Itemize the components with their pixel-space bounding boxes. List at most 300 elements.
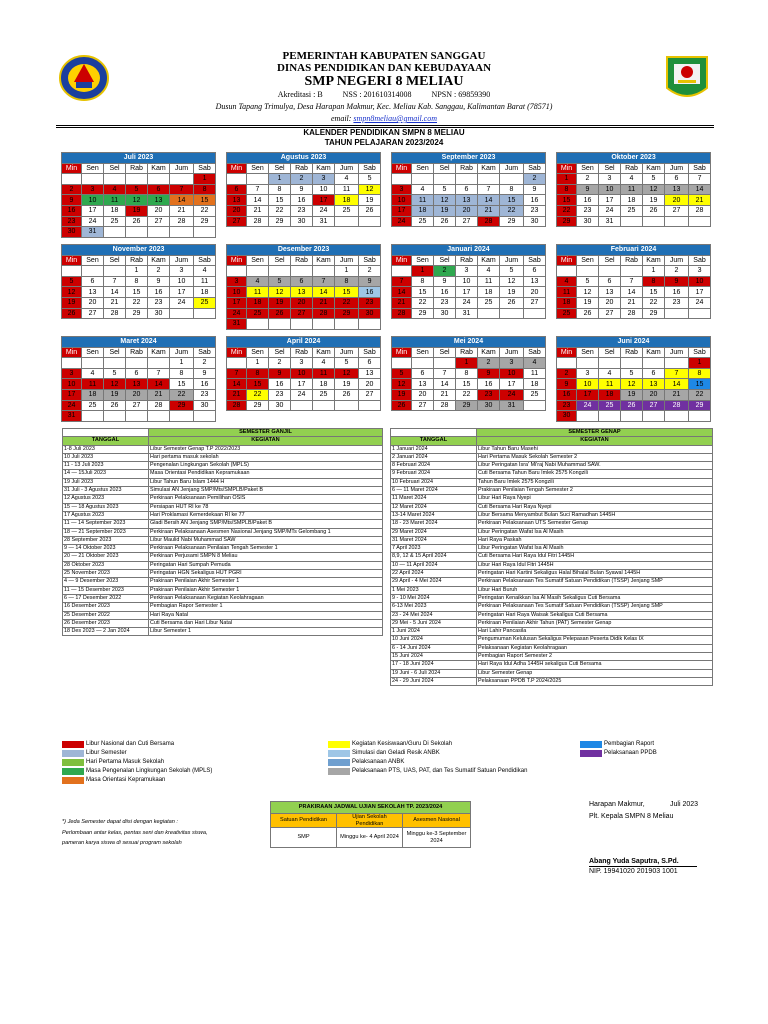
calendar-day: 24 [392, 216, 412, 227]
calendar-day [148, 227, 170, 238]
day-header: Kam [313, 163, 335, 174]
table-row [63, 445, 383, 453]
calendar-day [104, 227, 126, 238]
day-header: Sab [689, 347, 711, 358]
table-row [63, 628, 383, 636]
calendar-day [478, 174, 500, 185]
table-row [391, 520, 713, 528]
header-email-line [0, 113, 768, 125]
calendar-day: 24 [689, 297, 711, 308]
calendar-day: 20 [227, 205, 247, 216]
calendar-day: 11 [621, 184, 643, 195]
sign-role: Plt. Kepala SMPN 8 Meliau [589, 813, 674, 820]
calendar-day: 27 [126, 400, 148, 411]
calendar-day: 30 [269, 400, 291, 411]
row-activity: Gladi Bersih AN Jenjang SMP/Mts/SMPLB/Paket B [149, 520, 383, 528]
calendar-day: 29 [412, 308, 434, 319]
calendar-day: 24 [577, 400, 599, 411]
calendar-day: 24 [170, 297, 194, 308]
calendar-day: 28 [170, 216, 194, 227]
calendar-day: 19 [392, 389, 412, 400]
row-activity: Libur Peringatan Isra' Mi'raj Nabi Muhammad SAW. [477, 462, 713, 470]
calendar-day: 30 [62, 227, 82, 238]
day-header: Rab [126, 347, 148, 358]
calendar-day: 1 [194, 174, 216, 185]
calendar-day: 4 [247, 276, 269, 287]
table-row [391, 487, 713, 495]
calendar-day: 21 [392, 297, 412, 308]
day-header: Rab [291, 163, 313, 174]
calendar-day: 1 [412, 266, 434, 277]
calendar-day: 15 [126, 287, 148, 298]
calendar-day: 5 [359, 174, 381, 185]
sign-nip: NIP. 19941020 201903 1001 [589, 868, 678, 875]
calendar-day: 8 [557, 184, 577, 195]
calendar-day [269, 266, 291, 277]
calendar-day: 28 [247, 216, 269, 227]
calendar-day: 7 [434, 368, 456, 379]
calendar-day: 8 [194, 184, 216, 195]
day-header: Jum [500, 347, 524, 358]
calendar-day: 16 [665, 287, 689, 298]
calendar-day [170, 227, 194, 238]
calendar-day: 4 [335, 174, 359, 185]
calendar-day: 22 [335, 297, 359, 308]
calendar-day: 4 [313, 358, 335, 369]
calendar-day [148, 411, 170, 422]
calendar-day [247, 319, 269, 330]
row-activity: Perkiraan Pelaksanaan Pemilihan OSIS [149, 495, 383, 503]
calendar-day: 6 [643, 368, 665, 379]
row-activity: Peringatan Kenaikkan Isa Al Masih Sekaligus Cuti Bersama [477, 594, 713, 602]
calendar-day: 2 [478, 358, 500, 369]
calendar-day [194, 227, 216, 238]
calendar-day: 29 [194, 216, 216, 227]
day-header: Min [227, 347, 247, 358]
exam-schedule-table [270, 801, 471, 848]
calendar-day: 4 [557, 276, 577, 287]
calendar-day: 29 [335, 308, 359, 319]
calendar-day: 28 [621, 308, 643, 319]
row-activity: Pembagian Raport Semester 2 [477, 653, 713, 661]
calendar-day: 18 [247, 297, 269, 308]
calendar-month [61, 244, 216, 319]
calendar-day: 25 [524, 389, 546, 400]
semester-genap-table [390, 428, 713, 686]
calendar-day: 18 [557, 297, 577, 308]
legend-label: Hari Pertama Masuk Sekolah [86, 759, 165, 765]
row-date: 11 Maret 2024 [391, 495, 477, 503]
day-header: Min [62, 255, 82, 266]
calendar-day: 25 [599, 400, 621, 411]
calendar-day [412, 358, 434, 369]
day-header: Sel [104, 255, 126, 266]
calendar-day: 2 [577, 174, 599, 185]
calendar-day: 13 [359, 368, 381, 379]
calendar-day: 3 [62, 368, 82, 379]
header-line2: DINAS PENDIDIKAN DAN KEBUDAYAAN [276, 62, 492, 74]
calendar-day: 7 [665, 368, 689, 379]
calendar-day [126, 227, 148, 238]
calendar-day: 26 [269, 308, 291, 319]
calendar-month [61, 152, 216, 238]
calendar-day: 25 [621, 205, 643, 216]
calendar-day: 19 [359, 195, 381, 206]
calendar-day: 13 [643, 379, 665, 390]
calendar-day: 20 [599, 297, 621, 308]
day-header: Jum [335, 163, 359, 174]
table-row [63, 545, 383, 553]
row-activity: Hari Pertama Masuk Sekolah Semester 2 [477, 453, 713, 461]
calendar-day: 9 [577, 184, 599, 195]
header-address: Dusun Tapang Trimulya, Desa Harapan Makmur, Kec. Meliau Kab. Sanggau, Kalimantan Barat (78571) [215, 102, 553, 111]
calendar-day: 21 [148, 389, 170, 400]
row-date: 18 — 21 September 2023 [63, 528, 149, 536]
sign-name: Abang Yuda Saputra, S.Pd. [589, 858, 679, 865]
calendar-day: 1 [557, 174, 577, 185]
calendar-day: 12 [104, 379, 126, 390]
calendar-day [313, 319, 335, 330]
row-date: 6 — 11 Maret 2024 [391, 487, 477, 495]
calendar-day [665, 308, 689, 319]
row-activity: Perkiraan Penilaian Akhir Tahun (PAT) Semester Genap [477, 619, 713, 627]
calendar-day: 25 [104, 216, 126, 227]
day-header: Min [62, 347, 82, 358]
calendar-day: 21 [247, 205, 269, 216]
calendar-day: 8 [643, 276, 665, 287]
day-header: Sen [247, 347, 269, 358]
row-activity: Persiapan HUT RI ke 78 [149, 503, 383, 511]
row-activity: Peringatan HGN Sekaligus HUT PGRI [149, 570, 383, 578]
ganjil-col-activity: KEGIATAN [149, 437, 383, 445]
calendar-day [689, 308, 711, 319]
calendar-day: 11 [478, 276, 500, 287]
calendar-day: 23 [359, 297, 381, 308]
calendar-day [126, 411, 148, 422]
calendar-day: 5 [126, 184, 148, 195]
row-activity: Perkiraan Pelaksanaan Asesmen Nasional Jenjang SMP/MTs Gelombang 1 [149, 528, 383, 536]
table-row [63, 462, 383, 470]
calendar-day [170, 411, 194, 422]
month-title: Desember 2023 [227, 245, 381, 256]
calendar-day: 20 [291, 297, 313, 308]
email-link[interactable]: smpn8meliau@gmail.com [353, 114, 437, 123]
calendar-day: 20 [456, 205, 478, 216]
table-row [391, 594, 713, 602]
calendar-day: 16 [194, 379, 216, 390]
calendar-day: 1 [170, 358, 194, 369]
day-header: Jum [665, 255, 689, 266]
calendar-day: 25 [194, 297, 216, 308]
day-header: Sen [82, 163, 104, 174]
calendar-day: 17 [689, 287, 711, 298]
calendar-day [621, 216, 643, 227]
calendar-day: 2 [62, 184, 82, 195]
calendar-day: 24 [227, 308, 247, 319]
row-date: 6 - 14 Juni 2024 [391, 644, 477, 652]
row-date: 12 Agustus 2023 [63, 495, 149, 503]
calendar-day: 6 [599, 276, 621, 287]
legend-label: Pelaksanaan PTS, UAS, PAT, dan Tes Sumatif Satuan Pendidikan [352, 768, 528, 774]
calendar-day: 28 [434, 400, 456, 411]
calendar-day: 7 [392, 276, 412, 287]
row-activity: Hari Raya Paskah [477, 536, 713, 544]
month-title: November 2023 [62, 245, 216, 256]
table-row [391, 669, 713, 677]
calendar-day: 10 [689, 276, 711, 287]
calendar-day: 25 [82, 400, 104, 411]
calendar-day: 12 [62, 287, 82, 298]
calendar-day: 29 [247, 400, 269, 411]
day-header: Min [227, 255, 247, 266]
calendar-title-line2: TAHUN PELAJARAN 2023/2024 [324, 138, 444, 147]
table-row [63, 553, 383, 561]
calendar-day: 12 [621, 379, 643, 390]
table-row [391, 495, 713, 503]
calendar-day: 14 [434, 379, 456, 390]
month-title: September 2023 [392, 153, 546, 164]
calendar-day [62, 358, 82, 369]
calendar-day: 7 [148, 368, 170, 379]
calendar-day: 25 [335, 205, 359, 216]
day-header: Sab [524, 347, 546, 358]
row-activity: Perkiraan Pelaksanaan Tes Sumatif Satuan Pendidikan (TSSP) Jenjang SMP [477, 578, 713, 586]
calendar-day: 20 [412, 389, 434, 400]
day-header: Sel [104, 163, 126, 174]
calendar-day: 10 [82, 195, 104, 206]
day-header: Sel [434, 347, 456, 358]
calendar-day: 5 [335, 358, 359, 369]
row-date: 25 Desember 2022 [63, 611, 149, 619]
calendar-day: 22 [247, 389, 269, 400]
calendar-day: 12 [126, 195, 148, 206]
day-header: Rab [456, 163, 478, 174]
calendar-day: 4 [478, 266, 500, 277]
legend-swatch [62, 768, 84, 775]
calendar-day [82, 411, 104, 422]
calendar-day: 8 [335, 276, 359, 287]
calendar-day: 12 [434, 195, 456, 206]
day-header: Kam [148, 163, 170, 174]
calendar-day: 23 [478, 389, 500, 400]
table-row [391, 462, 713, 470]
calendar-day: 7 [689, 174, 711, 185]
calendar-day [104, 411, 126, 422]
calendar-day: 15 [456, 379, 478, 390]
day-header: Kam [478, 163, 500, 174]
calendar-day: 6 [126, 368, 148, 379]
row-date: 2 Januari 2024 [391, 453, 477, 461]
row-activity: Pengenalan Lingkungan Sekolah (MPLS) [149, 462, 383, 470]
calendar-day: 22 [643, 297, 665, 308]
day-header: Sab [689, 255, 711, 266]
calendar-day: 26 [104, 400, 126, 411]
day-header: Jum [170, 163, 194, 174]
row-date: 11 — 15 Desember 2023 [63, 586, 149, 594]
row-date: 18 Des 2023 — 2 Jan 2024 [63, 628, 149, 636]
table-row [391, 661, 713, 669]
school-name: SMP NEGERI 8 MELIAU [304, 74, 464, 89]
calendar-day: 3 [291, 358, 313, 369]
calendar-day [621, 411, 643, 422]
table-row [391, 570, 713, 578]
calendar-day: 10 [577, 379, 599, 390]
calendar-day: 2 [524, 174, 546, 185]
day-header: Sen [247, 255, 269, 266]
calendar-day: 26 [643, 205, 665, 216]
header-divider [56, 125, 714, 126]
table-row [391, 553, 713, 561]
month-title: Juli 2023 [62, 153, 216, 164]
calendar-day: 12 [643, 184, 665, 195]
calendar-day: 19 [577, 297, 599, 308]
email-label: email: [330, 114, 354, 123]
calendar-day: 24 [62, 400, 82, 411]
table-row [391, 536, 713, 544]
table-row [63, 487, 383, 495]
table-row [63, 536, 383, 544]
legend-swatch [328, 759, 350, 766]
row-activity: Libur Peringatan Wafat Isa Al Masih [477, 545, 713, 553]
row-date: 31 Juli - 3 Agustus 2023 [63, 487, 149, 495]
calendar-day: 23 [148, 297, 170, 308]
calendar-day: 15 [247, 379, 269, 390]
calendar-day [126, 358, 148, 369]
table-row [63, 561, 383, 569]
calendar-day: 18 [104, 205, 126, 216]
row-activity: Pelaksanaan PPDB T.P 2024/2025 [477, 677, 713, 685]
calendar-day [392, 266, 412, 277]
day-header: Rab [291, 255, 313, 266]
calendar-day [524, 400, 546, 411]
calendar-day: 12 [392, 379, 412, 390]
calendar-day: 10 [313, 184, 335, 195]
calendar-month [391, 336, 546, 411]
calendar-day: 27 [524, 297, 546, 308]
row-activity: Libur Tahun Baru Masehi [477, 445, 713, 453]
day-header: Sab [194, 255, 216, 266]
row-date: 29 Maret 2024 [391, 528, 477, 536]
row-date: 29 April - 4 Mei 2024 [391, 578, 477, 586]
calendar-day: 3 [599, 174, 621, 185]
calendar-day: 18 [524, 379, 546, 390]
month-title: Mei 2024 [392, 337, 546, 348]
calendar-day: 23 [291, 205, 313, 216]
legend-label: Pelaksanaan ANBK [352, 759, 405, 765]
row-activity: Perkiraan Pelaksanaan Penilaian Tengah Semester 1 [149, 545, 383, 553]
calendar-day [291, 400, 313, 411]
calendar-day: 13 [524, 276, 546, 287]
row-activity: Libur Maulid Nabi Muhammad SAW [149, 536, 383, 544]
calendar-day: 9 [269, 368, 291, 379]
calendar-day: 4 [82, 368, 104, 379]
calendar-day: 17 [227, 297, 247, 308]
calendar-day: 1 [456, 358, 478, 369]
sign-underline [589, 866, 697, 867]
calendar-day: 1 [126, 266, 148, 277]
calendar-day: 13 [148, 195, 170, 206]
calendar-day: 8 [126, 276, 148, 287]
day-header: Rab [621, 163, 643, 174]
calendar-day: 30 [359, 308, 381, 319]
ganjil-col-date: TANGGAL [63, 437, 149, 445]
table-row [63, 578, 383, 586]
calendar-day [62, 174, 82, 185]
calendar-day: 15 [170, 379, 194, 390]
calendar-day: 17 [577, 389, 599, 400]
calendar-day: 16 [557, 389, 577, 400]
calendar-day: 9 [291, 184, 313, 195]
calendar-day: 2 [148, 266, 170, 277]
legend-label: Masa Orientasi Kepramukaan [86, 777, 166, 783]
calendar-day [359, 216, 381, 227]
day-header: Jum [665, 163, 689, 174]
calendar-day: 14 [313, 287, 335, 298]
legend-swatch [62, 759, 84, 766]
calendar-day: 28 [313, 308, 335, 319]
calendar-day: 23 [665, 297, 689, 308]
calendar-day: 4 [412, 184, 434, 195]
row-date: 16 Desember 2023 [63, 603, 149, 611]
calendar-day: 31 [62, 411, 82, 422]
calendar-day: 3 [577, 368, 599, 379]
day-header: Kam [313, 347, 335, 358]
day-header: Rab [456, 255, 478, 266]
month-title: Juni 2024 [557, 337, 711, 348]
row-activity: Hari Proklamasi Kemerdekaan RI ke 77 [149, 511, 383, 519]
calendar-day: 24 [291, 389, 313, 400]
legend-swatch [580, 750, 602, 757]
table-row [63, 520, 383, 528]
row-date: 31 Maret 2024 [391, 536, 477, 544]
day-header: Rab [126, 255, 148, 266]
calendar-day [104, 266, 126, 277]
exam-header-an: Asesmen Nasional [403, 814, 471, 828]
calendar-day: 27 [148, 216, 170, 227]
row-date: 8 Februari 2024 [391, 462, 477, 470]
row-activity: Prakiraan Penilaian Tengah Semester 2 [477, 487, 713, 495]
calendar-day: 30 [577, 216, 599, 227]
calendar-day: 25 [412, 216, 434, 227]
calendar-day: 16 [359, 287, 381, 298]
calendar-day: 5 [104, 368, 126, 379]
calendar-day: 18 [335, 195, 359, 206]
calendar-day: 14 [392, 287, 412, 298]
row-activity: Peringatan Hari Raya Waisak Sekaligus Cuti Bersama [477, 611, 713, 619]
calendar-day: 28 [478, 216, 500, 227]
month-title: Februari 2024 [557, 245, 711, 256]
calendar-day: 5 [392, 368, 412, 379]
calendar-day: 11 [247, 287, 269, 298]
row-date: 14 — 15Juli 2023 [63, 470, 149, 478]
calendar-day: 1 [335, 266, 359, 277]
row-activity: Masa Orientasi Pendidikan Kepramukaan [149, 470, 383, 478]
table-row [63, 594, 383, 602]
calendar-title-line1: KALENDER PENDIDIKAN SMPN 8 MELIAU [303, 128, 465, 137]
table-row [391, 528, 713, 536]
month-title: Agustus 2023 [227, 153, 381, 164]
calendar-day [412, 174, 434, 185]
legend-swatch [328, 741, 350, 748]
calendar-day: 14 [227, 379, 247, 390]
table-row [63, 619, 383, 627]
calendar-day: 10 [291, 368, 313, 379]
day-header: Rab [621, 255, 643, 266]
calendar-day: 13 [456, 195, 478, 206]
table-row [391, 561, 713, 569]
calendar-day: 26 [62, 308, 82, 319]
calendar-month [391, 244, 546, 319]
